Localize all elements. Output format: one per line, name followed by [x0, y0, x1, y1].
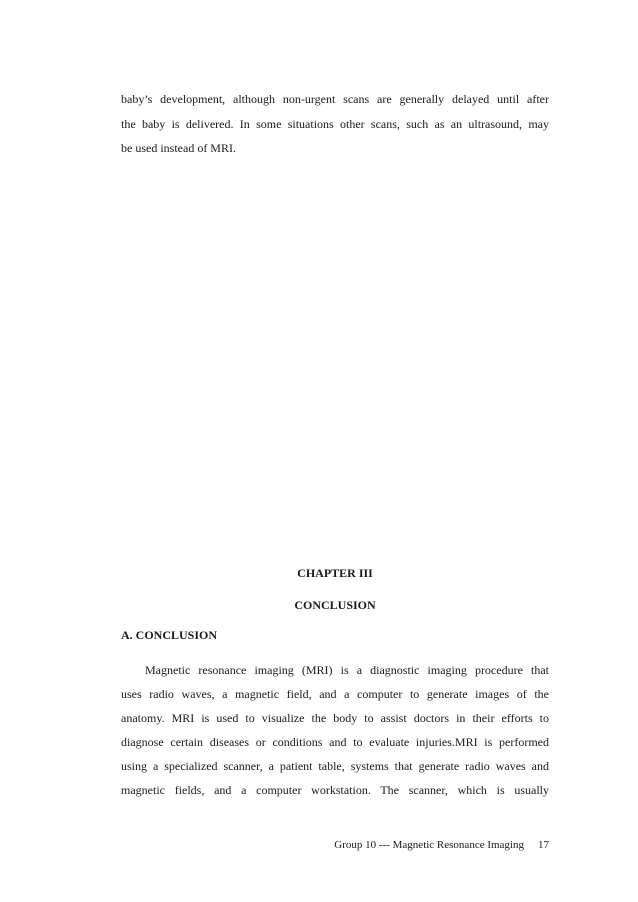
- page-number: 17: [538, 839, 549, 851]
- paragraph-line: anatomy. MRI is used to visualize the body to assist doctors in their efforts to: [121, 711, 549, 725]
- paragraph-line: Magnetic resonance imaging (MRI) is a diagnostic imaging procedure that: [145, 663, 549, 677]
- body-text-line: the baby is delivered. In some situations other scans, such as an ultrasound, may: [121, 117, 549, 131]
- chapter-number: CHAPTER III: [297, 566, 373, 580]
- paragraph-line: uses radio waves, a magnetic field, and a computer to generate images of the: [121, 687, 549, 701]
- paragraph-line: magnetic fields, and a computer workstation. The scanner, which is usually: [121, 783, 549, 797]
- page-footer: [300, 839, 549, 852]
- paragraph-line: using a specialized scanner, a patient table, systems that generate radio waves and: [121, 759, 549, 773]
- footer-title: Group 10 --- Magnetic Resonance Imaging: [334, 839, 524, 851]
- section-heading: A. CONCLUSION: [121, 628, 218, 642]
- body-text-line: baby’s development, although non-urgent scans are generally delayed until after: [121, 92, 549, 106]
- paragraph-line: diagnose certain diseases or conditions and to evaluate injuries.MRI is performed: [121, 735, 549, 749]
- body-text-line: be used instead of MRI.: [121, 141, 236, 155]
- chapter-title: CONCLUSION: [294, 598, 376, 612]
